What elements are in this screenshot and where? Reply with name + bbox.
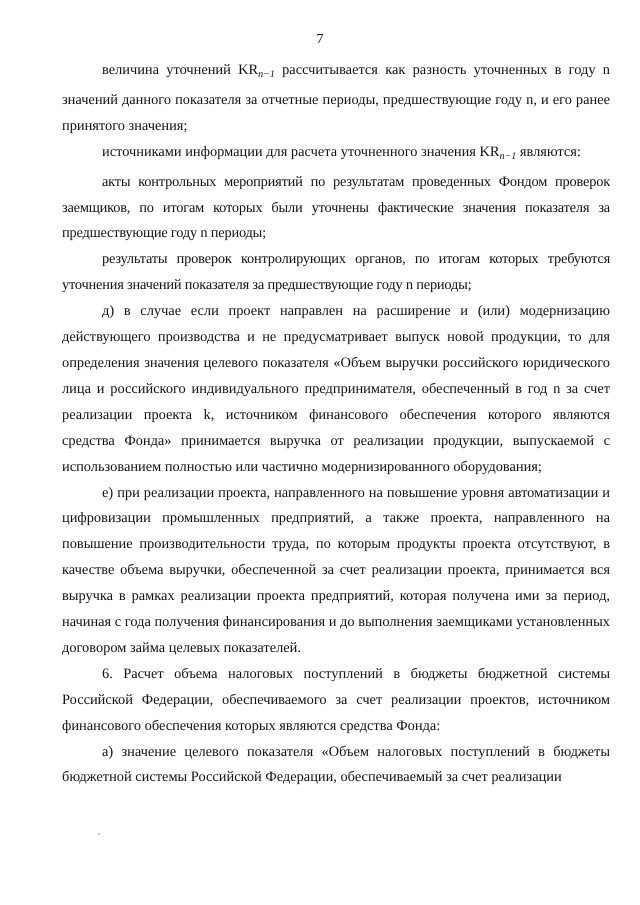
sources-text-end: являются: (516, 143, 581, 160)
sources-text-start: источниками информации для расчета уточненного значения KR (102, 143, 500, 160)
paragraph-item-a: а) значение целевого показателя «Объем налоговых поступлений в бюджеты бюджетной системы Российской Федерации, обеспечиваемый за счет реализации (62, 743, 610, 786)
paragraph-item-e: е) при реализации проекта, направленного на повышение уровня автоматизации и цифровизации промышленных предприятий, а также проекта, направленного на повышение производительности труда, по которым продукты проекта отсутствуют, в качестве объема выручки, обеспеченной за счет реализации проекта, принимается вся выручка в рамках реализации проекта предприятий, которая получена ими за период, начиная с года получения финансирования и до выполнения заемщиками установленных договором займа целевых показателей. (62, 484, 610, 656)
kr-subscript: n−1 (258, 69, 275, 80)
paragraph-control-acts: акты контрольных мероприятий по результатам проведенных Фондом проверок заемщиков, по итогам которых были уточнены фактические значения показателя за предшествующие году n периоды; (62, 173, 610, 242)
page-number: 7 (316, 32, 324, 47)
paragraph-item-d: д) в случае если проект направлен на расширение и (или) модернизацию действующего производства и не предусматривает выпуск новой продукции, то для определения значения целевого показателя «Объем выручки российского юридического лица и российского индивидуального предпринимателя, обеспеченный в год n за счет реализации проекта k, источником финансового обеспечения которого являются средства Фонда» принимается выручка от реализации продукции, выпускаемой с использованием полностью или частично модернизированного оборудования; (62, 303, 610, 475)
paragraph-info-sources (62, 140, 610, 170)
kr-text-end: рассчитывается как разность уточненных в году n значений данного показателя за отчетные периоды, предшествующие году n, и его ранее принятого значения; (62, 62, 610, 134)
paragraph-kr-definition (62, 58, 610, 140)
paragraph-section-6: 6. Расчет объема налоговых поступлений в бюджеты бюджетной системы Российской Федерации, обеспечиваемого за счет реализации проектов, источником финансового обеспечения которых являются средства Фонда: (62, 665, 610, 734)
paragraph-audit-results: результаты проверок контролирующих органов, по итогам которых требуются уточнения значений показателя за предшествующие году n периоды; (62, 251, 610, 294)
document-body (62, 58, 610, 791)
scan-speck (98, 833, 100, 835)
kr-text-start: величина уточнений KR (102, 62, 259, 78)
sources-subscript: n−1 (499, 150, 517, 162)
